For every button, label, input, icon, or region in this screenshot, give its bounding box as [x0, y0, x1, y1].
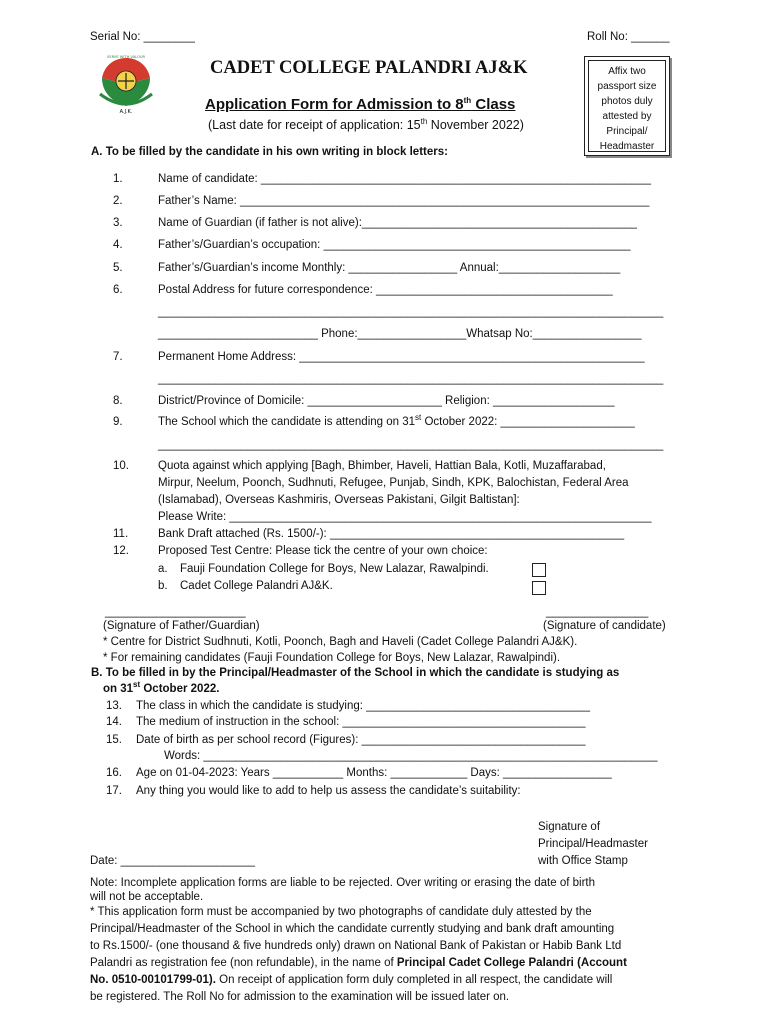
dob-figures-field: Date of birth as per school record (Figures): ___________________________________ — [136, 734, 586, 746]
centre-note-2: * For remaining candidates (Fauji Foundation College for Boys, New Lalazar, Rawalpindi). — [103, 652, 561, 664]
item-number: 7. — [113, 351, 123, 363]
centre-option-rawalpindi: Fauji Foundation College for Boys, New Lalazar, Rawalpindi. — [180, 563, 489, 575]
logo-motto-text: SERVE WITH VALOUR — [107, 55, 145, 59]
instructions-text: Palandri as registration fee (non refundable), in the name of Principal Cadet College Palandri (Account — [90, 957, 627, 969]
item-number: 4. — [113, 239, 123, 251]
centre-b-checkbox[interactable] — [532, 581, 546, 595]
form-title: Application Form for Admission to 8th Class — [205, 96, 516, 113]
item-number: 17. — [106, 785, 122, 797]
candidate-signature-label: (Signature of candidate) — [543, 620, 666, 632]
photo-box-text: Affix two passport size photos duly attested by Principal/ Headmaster — [588, 60, 666, 152]
father-name-field: Father’s Name: ________________________________________________________________ — [158, 195, 650, 207]
instructions-text: No. 0510-00101799-01). On receipt of application form duly completed in all respect, the candidate will — [90, 974, 613, 986]
principal-signature-label: Principal/Headmaster — [538, 838, 648, 850]
suitability-field: Any thing you would like to add to help us assess the candidate’s suitability: — [136, 785, 521, 797]
test-centre-label: Proposed Test Centre: Please tick the centre of your own choice: — [158, 545, 488, 557]
centre-option-palandri: Cadet College Palandri AJ&K. — [180, 580, 333, 592]
item-number: 10. — [113, 460, 129, 472]
date-field: Date: _____________________ — [90, 855, 255, 867]
guardian-name-field: Name of Guardian (if father is not alive):___________________________________________ — [158, 217, 637, 229]
bank-draft-field: Bank Draft attached (Rs. 1500/-): ______________________________________________ — [158, 528, 625, 540]
centre-a-checkbox[interactable] — [532, 563, 546, 577]
section-b-heading-date: on 31st October 2022. — [103, 680, 220, 695]
item-number: 15. — [106, 734, 122, 746]
school-field-line-2: _______________________________________________________________________________ — [158, 439, 664, 451]
photo-box — [584, 56, 670, 156]
domicile-religion-field: District/Province of Domicile: _____________________ Religion: ___________________ — [158, 395, 615, 407]
quota-text: (Islamabad), Overseas Kashmiris, Overseas Pakistani, Gilgit Baltistan]: — [158, 494, 520, 506]
candidate-signature-line: ________________ — [546, 606, 649, 618]
postal-address-line-2: _______________________________________________________________________________ — [158, 306, 664, 318]
logo-sub-text: A.J.K. — [119, 109, 133, 115]
medium-field: The medium of instruction in the school: ______________________________________ — [136, 716, 586, 728]
income-field: Father’s/Guardian’s income Monthly: _________________ Annual:___________________ — [158, 262, 621, 274]
instructions-text: * This application form must be accompanied by two photographs of candidate duly attested by the — [90, 906, 592, 918]
item-number: 2. — [113, 195, 123, 207]
centre-letter: a. — [158, 563, 168, 575]
item-number: 11. — [113, 528, 129, 540]
phone-whatsapp-field: _________________________ Phone:_________________Whatsap No:_________________ — [158, 328, 642, 340]
school-field: The School which the candidate is attending on 31st October 2022: _____________________ — [158, 413, 635, 428]
dob-words-field: Words: _______________________________________________________________________ — [164, 750, 658, 762]
principal-signature-label: Signature of — [538, 821, 601, 833]
item-number: 5. — [113, 262, 123, 274]
principal-signature-label: with Office Stamp — [538, 855, 628, 867]
father-signature-line: ______________________ — [105, 606, 246, 618]
item-number: 1. — [113, 173, 123, 185]
item-number: 3. — [113, 217, 123, 229]
serial-number-field: Serial No: ________ — [90, 31, 195, 43]
quota-text: Quota against which applying [Bagh, Bhimber, Haveli, Hattian Bala, Kotli, Muzaffarabad, — [158, 460, 606, 472]
quota-field: Please Write: __________________________________________________________________ — [158, 511, 652, 523]
item-number: 14. — [106, 716, 122, 728]
item-number: 13. — [106, 700, 122, 712]
item-number: 12. — [113, 545, 129, 557]
candidate-name-field: Name of candidate: _____________________________________________________________ — [158, 173, 652, 185]
age-field: Age on 01-04-2023: Years ___________ Months: ____________ Days: _________________ — [136, 767, 612, 779]
college-logo — [96, 54, 156, 116]
instructions-text: to Rs.1500/- (one thousand & five hundreds only) drawn on National Bank of Pakistan or Habib Bank Ltd — [90, 940, 622, 952]
section-b-heading: B. To be filled in by the Principal/Headmaster of the School in which the candidate is studying as — [91, 667, 620, 679]
item-number: 9. — [113, 416, 123, 428]
permanent-address-field: Permanent Home Address: ______________________________________________________ — [158, 351, 645, 363]
note-text: will not be acceptable. — [90, 891, 204, 903]
class-field: The class in which the candidate is studying: ___________________________________ — [136, 700, 590, 712]
occupation-field: Father’s/Guardian’s occupation: ________________________________________________ — [158, 239, 631, 251]
item-number: 8. — [113, 395, 123, 407]
item-number: 16. — [106, 767, 122, 779]
roll-number-field: Roll No: ______ — [587, 31, 670, 43]
postal-address-field: Postal Address for future correspondence: _____________________________________ — [158, 284, 613, 296]
college-name: CADET COLLEGE PALANDRI AJ&K — [210, 58, 528, 78]
item-number: 6. — [113, 284, 123, 296]
centre-note-1: * Centre for District Sudhnuti, Kotli, Poonch, Bagh and Haveli (Cadet College Palandri AJ&K). — [103, 636, 578, 648]
note-text: Note: Incomplete application forms are liable to be rejected. Over writing or erasing the date of birth — [90, 877, 595, 889]
quota-text: Mirpur, Neelum, Poonch, Sudhnuti, Refugee, Punjab, Sindh, KPK, Balochistan, Federal Area — [158, 477, 629, 489]
account-name: Principal Cadet College Palandri (Account — [396, 957, 627, 969]
last-date-note: (Last date for receipt of application: 15th November 2022) — [208, 116, 524, 132]
permanent-address-line-2: _______________________________________________________________________________ — [158, 373, 664, 385]
father-signature-label: (Signature of Father/Guardian) — [103, 620, 260, 632]
section-a-heading: A. To be filled by the candidate in his own writing in block letters: — [91, 146, 448, 158]
instructions-text: be registered. The Roll No for admission to the examination will be issued later on. — [90, 991, 510, 1003]
instructions-text: Principal/Headmaster of the School in which the candidate currently studying and bank draft amounting — [90, 923, 615, 935]
account-number: No. 0510-00101799-01). — [90, 974, 216, 986]
centre-letter: b. — [158, 580, 168, 592]
